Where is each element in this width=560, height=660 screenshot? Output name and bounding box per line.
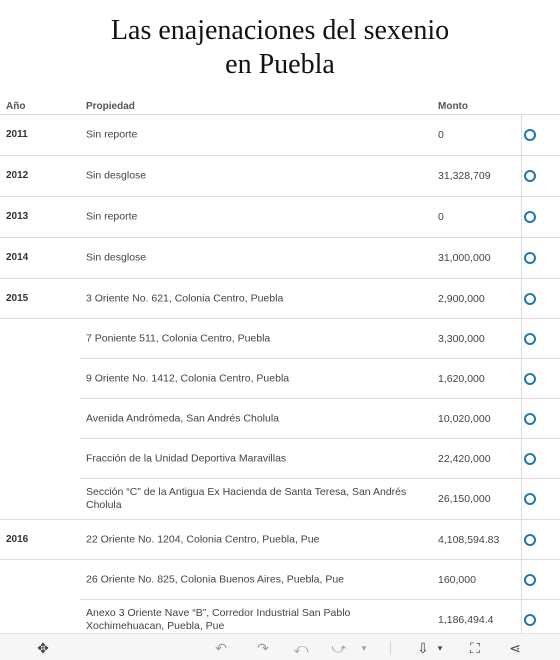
table-row[interactable]: [0, 520, 560, 560]
property-cell: Sin desglose: [86, 169, 147, 182]
amount-cell: 10,020,000: [438, 412, 491, 425]
year-label: 2013: [6, 211, 29, 222]
amount-cell: 0: [438, 211, 444, 223]
table-row[interactable]: [0, 156, 560, 196]
table-header: [0, 98, 560, 115]
row-marker[interactable]: [524, 574, 536, 586]
title-line-2: en Puebla: [225, 49, 335, 80]
property-cell: Sin desglose: [86, 251, 147, 264]
property-cell: Sin reporte: [86, 128, 138, 141]
page-title: [0, 14, 560, 82]
table-row[interactable]: [80, 560, 560, 600]
table-row[interactable]: [80, 399, 560, 439]
table-row[interactable]: [80, 319, 560, 359]
table-row[interactable]: [0, 115, 560, 155]
amount-cell: 160,000: [438, 573, 476, 586]
table-row[interactable]: [0, 279, 560, 319]
row-marker[interactable]: [524, 170, 536, 182]
download-icon[interactable]: ⇩: [417, 640, 429, 656]
property-cell: 3 Oriente No. 621, Colonia Centro, Puebla: [86, 292, 284, 304]
year-label: 2014: [6, 252, 29, 263]
download-menu-icon[interactable]: ▾: [437, 643, 443, 653]
row-marker[interactable]: [524, 493, 536, 505]
row-marker[interactable]: [524, 333, 536, 345]
amount-cell: 3,300,000: [438, 332, 485, 345]
table-row[interactable]: [80, 439, 560, 479]
header-property[interactable]: Propiedad: [86, 101, 135, 112]
property-cell: Sin reporte: [86, 210, 138, 223]
revert-icon[interactable]: ⤺: [293, 640, 309, 656]
header-year[interactable]: Año: [6, 101, 26, 112]
move-icon[interactable]: ✥: [37, 640, 49, 656]
row-marker[interactable]: [524, 614, 536, 626]
row-marker[interactable]: [524, 453, 536, 465]
amount-cell: 1,186,494.4: [438, 614, 494, 626]
property-cell: Sección “C” de la Antigua Ex Hacienda de Santa Teresa, San Andrés Cholula: [86, 486, 407, 511]
amount-cell: 22,420,000: [438, 452, 491, 465]
viz-toolbar: [0, 633, 560, 660]
year-group: [0, 238, 560, 279]
row-marker[interactable]: [524, 413, 536, 425]
table-row[interactable]: [80, 600, 560, 633]
amount-cell: 31,328,709: [438, 170, 491, 182]
undo-icon[interactable]: ↶: [215, 640, 227, 656]
year-label: 2016: [6, 534, 29, 545]
property-cell: Anexo 3 Oriente Nave “B”, Corredor Industrial San Pablo Xochimehuacan, Puebla, Pue: [86, 607, 351, 632]
amount-cell: 1,620,000: [438, 372, 485, 385]
year-group: [0, 115, 560, 156]
amount-cell: 0: [438, 129, 444, 141]
row-marker[interactable]: [524, 534, 536, 546]
row-marker[interactable]: [524, 293, 536, 305]
fullscreen-icon[interactable]: ⛶: [470, 640, 480, 656]
refresh-icon[interactable]: ⤻: [331, 640, 347, 656]
property-cell: Fracción de la Unidad Deportiva Maravillas: [86, 452, 287, 464]
property-cell: 9 Oriente No. 1412, Colonia Centro, Puebla: [86, 372, 290, 384]
row-marker[interactable]: [524, 373, 536, 385]
year-group: [0, 197, 560, 238]
table-row[interactable]: [0, 197, 560, 237]
redo-icon[interactable]: ↷: [257, 640, 269, 656]
property-cell: 7 Poniente 511, Colonia Centro, Puebla: [86, 332, 271, 344]
property-cell: 26 Oriente No. 825, Colonia Buenos Aires, Puebla, Pue: [86, 573, 344, 585]
property-cell: Avenida Andrómeda, San Andrés Cholula: [86, 412, 280, 424]
header-amount[interactable]: Monto: [438, 101, 468, 112]
year-label: 2012: [6, 170, 29, 181]
row-marker[interactable]: [524, 211, 536, 223]
pause-menu-icon[interactable]: ▾: [361, 643, 367, 653]
table-row[interactable]: [80, 359, 560, 399]
amount-cell: 4,108,594.83: [438, 533, 500, 546]
year-label: 2015: [6, 293, 29, 304]
year-label: 2011: [6, 129, 28, 140]
property-cell: 22 Oriente No. 1204, Colonia Centro, Puebla, Pue: [86, 533, 320, 545]
table-row[interactable]: [0, 238, 560, 278]
year-group: [0, 520, 560, 633]
amount-cell: 2,900,000: [438, 292, 485, 305]
row-marker[interactable]: [524, 252, 536, 264]
amount-cell: 26,150,000: [438, 493, 491, 505]
row-marker[interactable]: [524, 129, 536, 141]
title-line-1: Las enajenaciones del sexenio: [110, 15, 450, 46]
share-icon[interactable]: ⋖: [509, 640, 521, 656]
year-group: [0, 279, 560, 520]
data-table: [0, 98, 560, 633]
table-row[interactable]: [80, 479, 560, 519]
year-group: [0, 156, 560, 197]
table-body: [0, 115, 560, 633]
amount-cell: 31,000,000: [438, 252, 491, 264]
toolbar-divider: [390, 641, 391, 655]
